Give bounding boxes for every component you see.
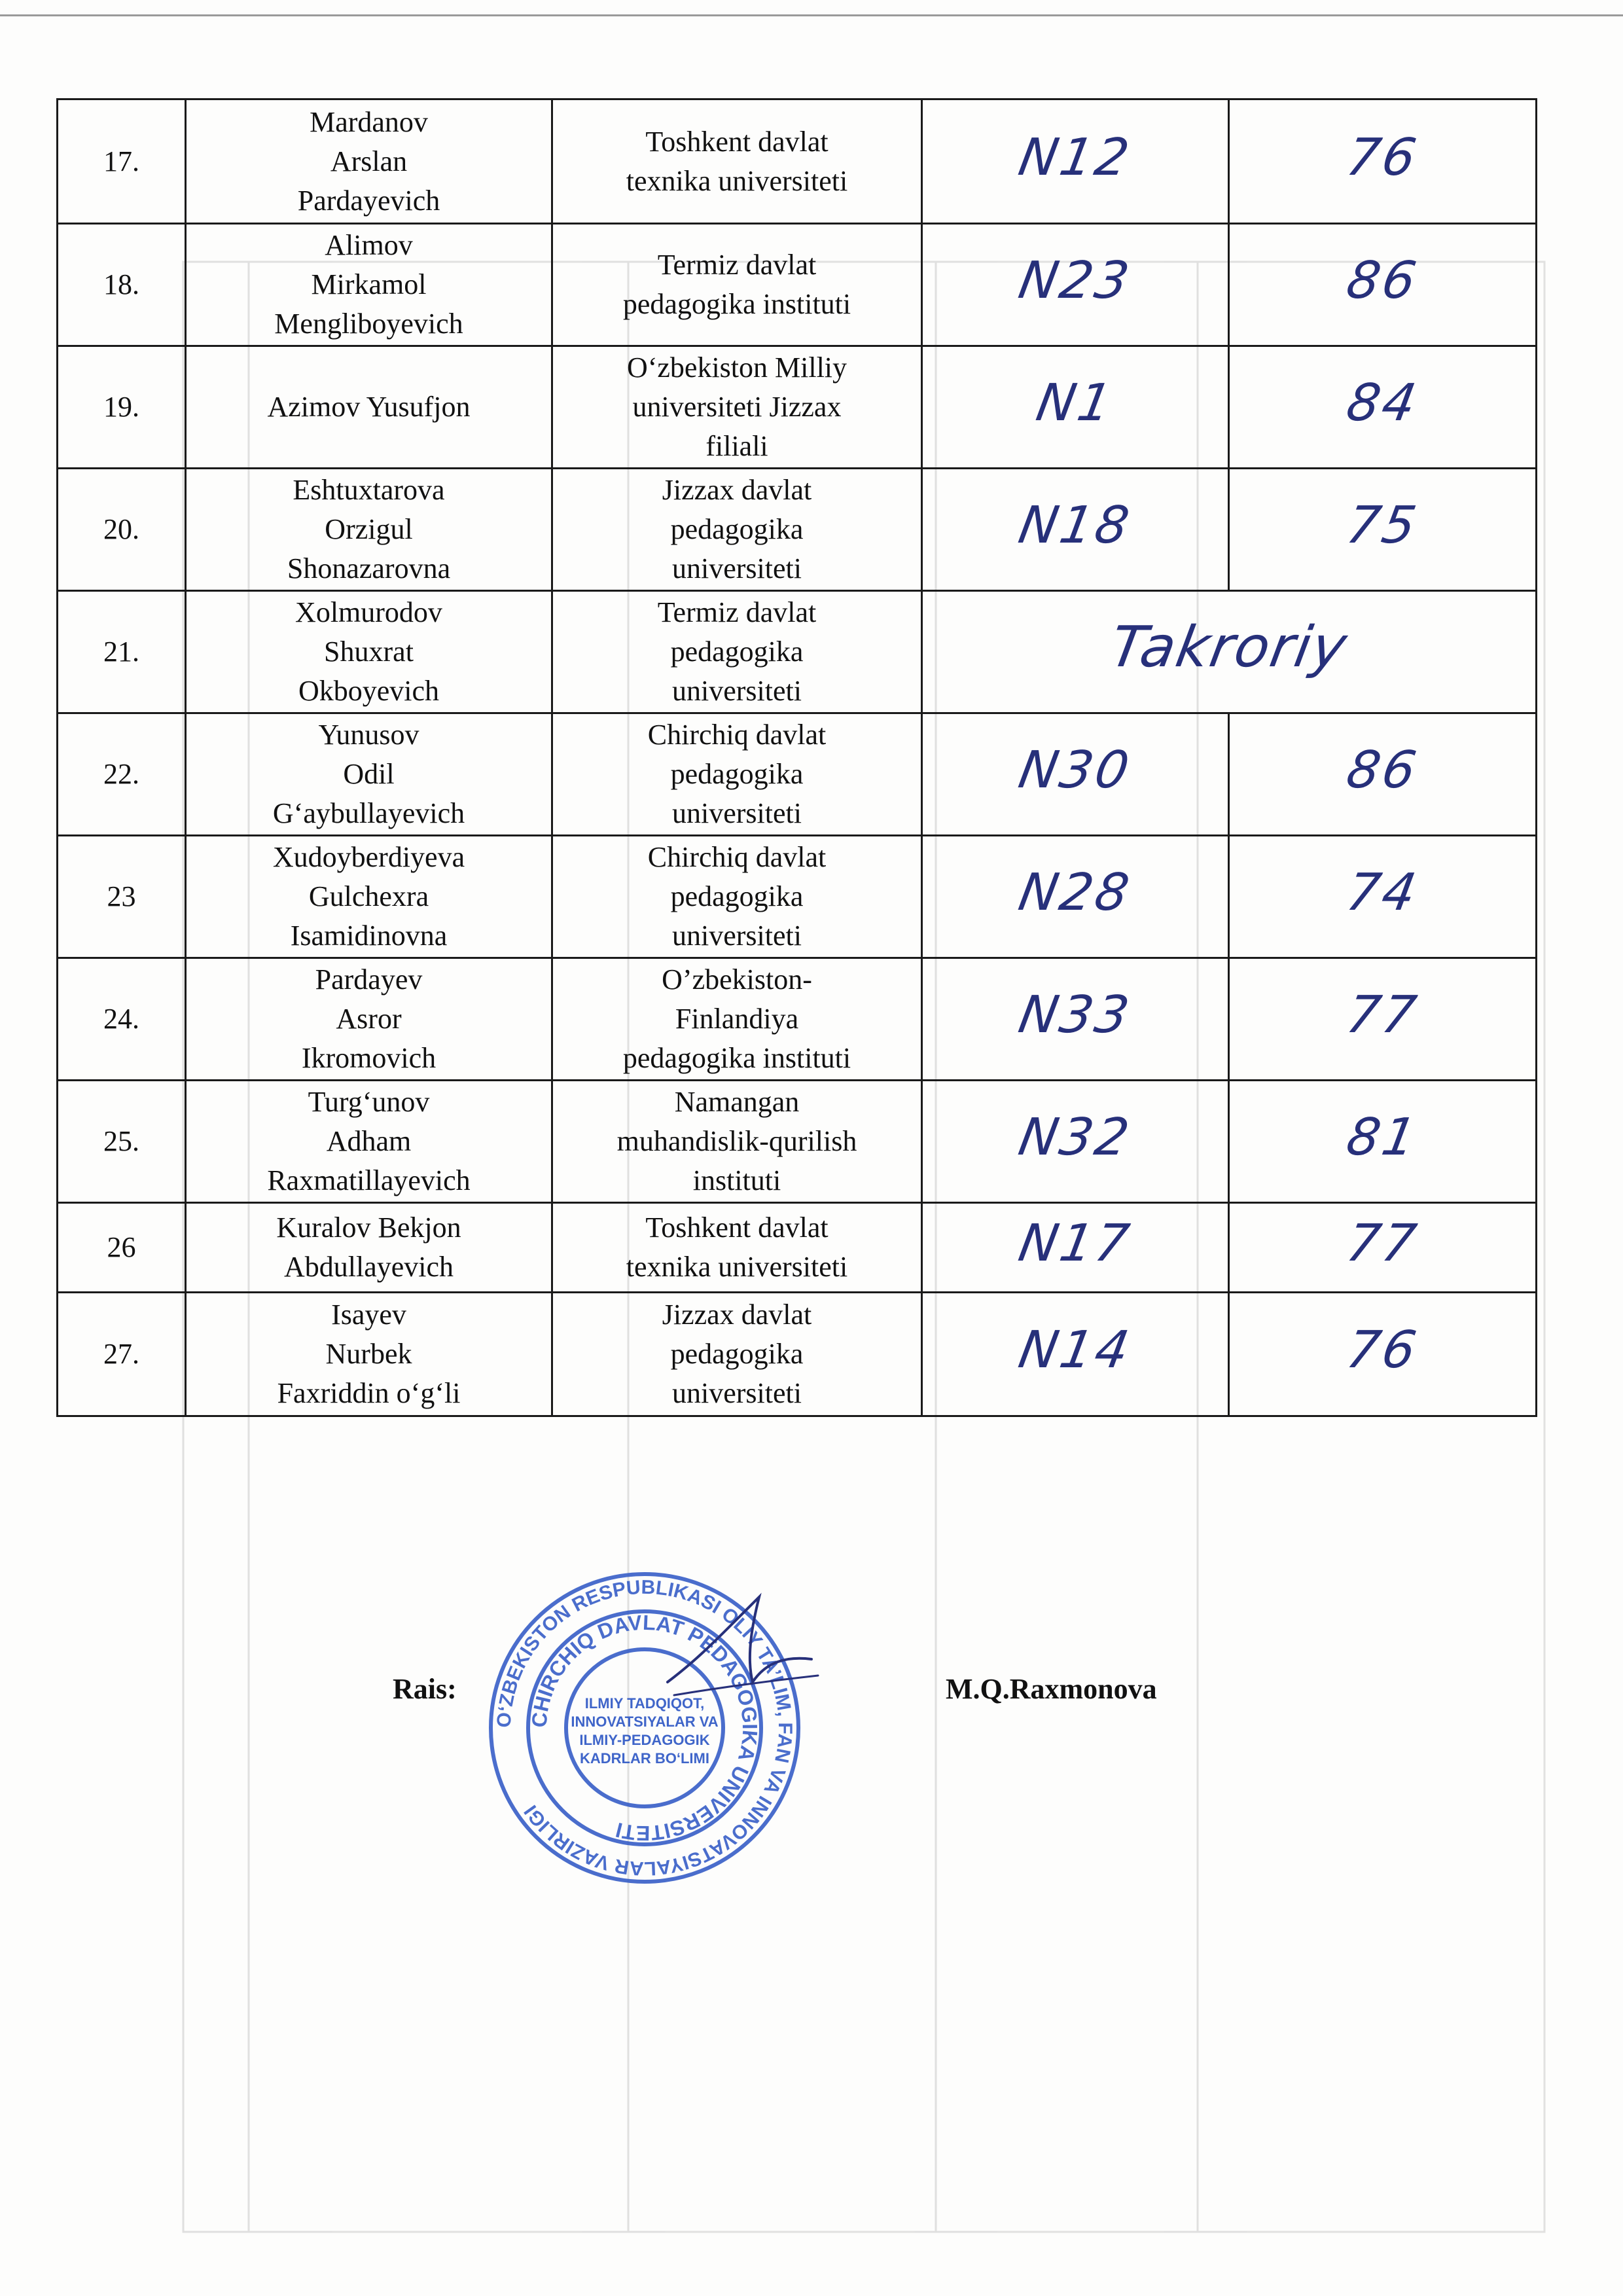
institution-line: pedagogika xyxy=(670,1338,804,1370)
institution-line: pedagogika instituti xyxy=(622,1042,851,1074)
institution-line: pedagogika xyxy=(670,758,804,790)
handwritten-score: 75 xyxy=(1342,496,1423,555)
handwritten-note xyxy=(922,591,1537,713)
participant-name xyxy=(186,958,552,1081)
code-cell xyxy=(922,713,1229,836)
code-cell xyxy=(922,1203,1229,1293)
participant-name xyxy=(186,1293,552,1416)
participant-name xyxy=(186,346,552,469)
handwritten-score: 76 xyxy=(1342,1321,1423,1380)
name-line: Xudoyberdiyeva xyxy=(272,841,465,873)
code-cell xyxy=(922,1293,1229,1416)
institution-line: pedagogika xyxy=(670,513,804,545)
row-number: 26 xyxy=(58,1203,186,1293)
code-cell xyxy=(922,224,1229,346)
handwritten-code: N18 xyxy=(1014,496,1136,555)
table-row xyxy=(58,1203,1537,1293)
name-line: Isamidinovna xyxy=(290,920,448,952)
institution xyxy=(552,224,922,346)
name-line: Abdullayevich xyxy=(283,1251,454,1283)
name-line: Alimov xyxy=(325,229,413,261)
institution-line: instituti xyxy=(692,1164,781,1196)
name-line: Odil xyxy=(343,758,395,790)
name-line: Arslan xyxy=(330,145,408,177)
handwritten-code: N32 xyxy=(1014,1108,1136,1167)
institution-line: texnika universiteti xyxy=(626,1251,848,1283)
participant-name xyxy=(186,836,552,958)
handwritten-score: 77 xyxy=(1342,1214,1423,1273)
institution-line: Termiz davlat xyxy=(657,596,817,628)
chair-label: Rais: xyxy=(393,1673,457,1705)
participant-name xyxy=(186,1081,552,1203)
row-number: 22. xyxy=(58,713,186,836)
table-row xyxy=(58,836,1537,958)
row-number: 24. xyxy=(58,958,186,1081)
table-row xyxy=(58,591,1537,713)
institution-line: muhandislik-qurilish xyxy=(616,1125,857,1157)
table-row xyxy=(58,469,1537,591)
name-line: Pardayevich xyxy=(297,184,440,217)
institution-line: Toshkent davlat xyxy=(645,1211,829,1244)
handwritten-score: 74 xyxy=(1342,863,1423,922)
name-line: Azimov Yusufjon xyxy=(267,391,471,423)
score-cell xyxy=(1229,1203,1537,1293)
institution-line: filiali xyxy=(705,430,768,462)
participant-name xyxy=(186,1203,552,1293)
name-line: Raxmatillayevich xyxy=(267,1164,471,1196)
signatory-name: M.Q.Raxmonova xyxy=(946,1673,1157,1705)
handwritten-code: N30 xyxy=(1014,741,1136,800)
code-cell xyxy=(922,99,1229,224)
institution-line: O’zbekiston- xyxy=(662,963,812,996)
name-line: Asror xyxy=(336,1003,402,1035)
handwritten-score: 81 xyxy=(1342,1108,1423,1167)
institution xyxy=(552,836,922,958)
name-line: Pardayev xyxy=(315,963,423,996)
handwritten-code: Takroriy xyxy=(1105,614,1353,680)
table-row xyxy=(58,713,1537,836)
table-row xyxy=(58,958,1537,1081)
results-table xyxy=(56,98,1537,1417)
institution-line: Chirchiq davlat xyxy=(647,719,827,751)
row-number: 21. xyxy=(58,591,186,713)
handwritten-code: N1 xyxy=(1032,374,1118,433)
institution-line: Toshkent davlat xyxy=(645,125,829,158)
participant-name xyxy=(186,224,552,346)
institution xyxy=(552,958,922,1081)
code-cell xyxy=(922,958,1229,1081)
participant-name xyxy=(186,99,552,224)
institution xyxy=(552,713,922,836)
table-row xyxy=(58,1293,1537,1416)
name-line: G‘aybullayevich xyxy=(272,797,465,829)
name-line: Shonazarovna xyxy=(287,552,451,584)
name-line: Mengliboyevich xyxy=(274,308,463,340)
stamp-center-line: ILMIY TADQIQOT, xyxy=(584,1695,705,1712)
institution-line: Jizzax davlat xyxy=(662,1299,812,1331)
name-line: Orzigul xyxy=(325,513,413,545)
institution-line: pedagogika xyxy=(670,880,804,912)
institution-line: universiteti Jizzax xyxy=(632,391,842,423)
institution-line: texnika universiteti xyxy=(626,164,848,197)
code-cell xyxy=(922,469,1229,591)
name-line: Mirkamol xyxy=(311,268,427,300)
name-line: Kuralov Bekjon xyxy=(276,1211,461,1244)
institution-line: Finlandiya xyxy=(675,1003,799,1035)
institution xyxy=(552,1203,922,1293)
institution-line: universiteti xyxy=(672,797,802,829)
name-line: Turg‘unov xyxy=(308,1086,430,1118)
handwritten-score: 86 xyxy=(1342,741,1423,800)
handwritten-signature xyxy=(654,1584,825,1715)
institution-line: pedagogika instituti xyxy=(622,288,851,320)
score-cell xyxy=(1229,469,1537,591)
stamp-center-line: ILMIY-PEDAGOGIK xyxy=(579,1732,710,1748)
row-number: 19. xyxy=(58,346,186,469)
name-line: Xolmurodov xyxy=(295,596,442,628)
institution-line: O‘zbekiston Milliy xyxy=(626,351,847,384)
institution-line: pedagogika xyxy=(670,636,804,668)
score-cell xyxy=(1229,958,1537,1081)
name-line: Gulchexra xyxy=(308,880,429,912)
institution-line: Jizzax davlat xyxy=(662,474,812,506)
institution xyxy=(552,591,922,713)
name-line: Nurbek xyxy=(325,1338,412,1370)
handwritten-score: 84 xyxy=(1342,374,1423,433)
score-cell xyxy=(1229,224,1537,346)
participant-name xyxy=(186,469,552,591)
handwritten-score: 76 xyxy=(1342,128,1423,187)
handwritten-code: N12 xyxy=(1014,128,1136,187)
institution xyxy=(552,346,922,469)
institution-line: Termiz davlat xyxy=(657,249,817,281)
name-line: Faxriddin o‘g‘li xyxy=(277,1377,461,1409)
institution xyxy=(552,469,922,591)
handwritten-score: 86 xyxy=(1342,251,1423,310)
institution-line: universiteti xyxy=(672,920,802,952)
row-number: 23 xyxy=(58,836,186,958)
handwritten-code: N28 xyxy=(1014,863,1136,922)
score-cell xyxy=(1229,1081,1537,1203)
page-top-rule xyxy=(0,14,1623,16)
row-number: 27. xyxy=(58,1293,186,1416)
score-cell xyxy=(1229,1293,1537,1416)
name-line: Ikromovich xyxy=(301,1042,437,1074)
institution-line: Namangan xyxy=(674,1086,800,1118)
name-line: Okboyevich xyxy=(298,675,440,707)
name-line: Isayev xyxy=(331,1299,406,1331)
handwritten-code: N17 xyxy=(1014,1214,1136,1273)
table-row xyxy=(58,346,1537,469)
stamp-center-line: INNOVATSIYALAR VA xyxy=(571,1713,719,1730)
name-line: Eshtuxtarova xyxy=(293,474,445,506)
institution-line: universiteti xyxy=(672,552,802,584)
svg-text:CHIRCHIQ DAVLAT PEDAGOGIKA UNI: CHIRCHIQ DAVLAT PEDAGOGIKA UNIVERSITETI xyxy=(527,1610,762,1846)
institution-line: Chirchiq davlat xyxy=(647,841,827,873)
handwritten-code: N23 xyxy=(1014,251,1136,310)
code-cell xyxy=(922,836,1229,958)
code-cell xyxy=(922,346,1229,469)
participant-name xyxy=(186,591,552,713)
svg-text:O‘ZBEKISTON RESPUBLIKASI OLIY: O‘ZBEKISTON RESPUBLIKASI OLIY TA’LIM, FAN VA INNOVATSIYALAR VAZIRLIGI xyxy=(493,1576,796,1880)
name-line: Yunusov xyxy=(318,719,419,751)
score-cell xyxy=(1229,99,1537,224)
stamp-center-line: KADRLAR BO‘LIMI xyxy=(580,1750,709,1767)
score-cell xyxy=(1229,836,1537,958)
name-line: Shuxrat xyxy=(324,636,414,668)
row-number: 20. xyxy=(58,469,186,591)
institution-line: universiteti xyxy=(672,675,802,707)
participant-name xyxy=(186,713,552,836)
row-number: 18. xyxy=(58,224,186,346)
handwritten-code: N14 xyxy=(1014,1321,1136,1380)
handwritten-code: N33 xyxy=(1014,986,1136,1045)
row-number: 17. xyxy=(58,99,186,224)
institution xyxy=(552,1293,922,1416)
table-row xyxy=(58,1081,1537,1203)
score-cell xyxy=(1229,346,1537,469)
code-cell xyxy=(922,1081,1229,1203)
name-line: Mardanov xyxy=(310,105,428,138)
institution xyxy=(552,99,922,224)
name-line: Adham xyxy=(326,1125,412,1157)
table-row xyxy=(58,99,1537,224)
institution-line: universiteti xyxy=(672,1377,802,1409)
row-number: 25. xyxy=(58,1081,186,1203)
institution xyxy=(552,1081,922,1203)
handwritten-score: 77 xyxy=(1342,986,1423,1045)
table-row xyxy=(58,224,1537,346)
score-cell xyxy=(1229,713,1537,836)
